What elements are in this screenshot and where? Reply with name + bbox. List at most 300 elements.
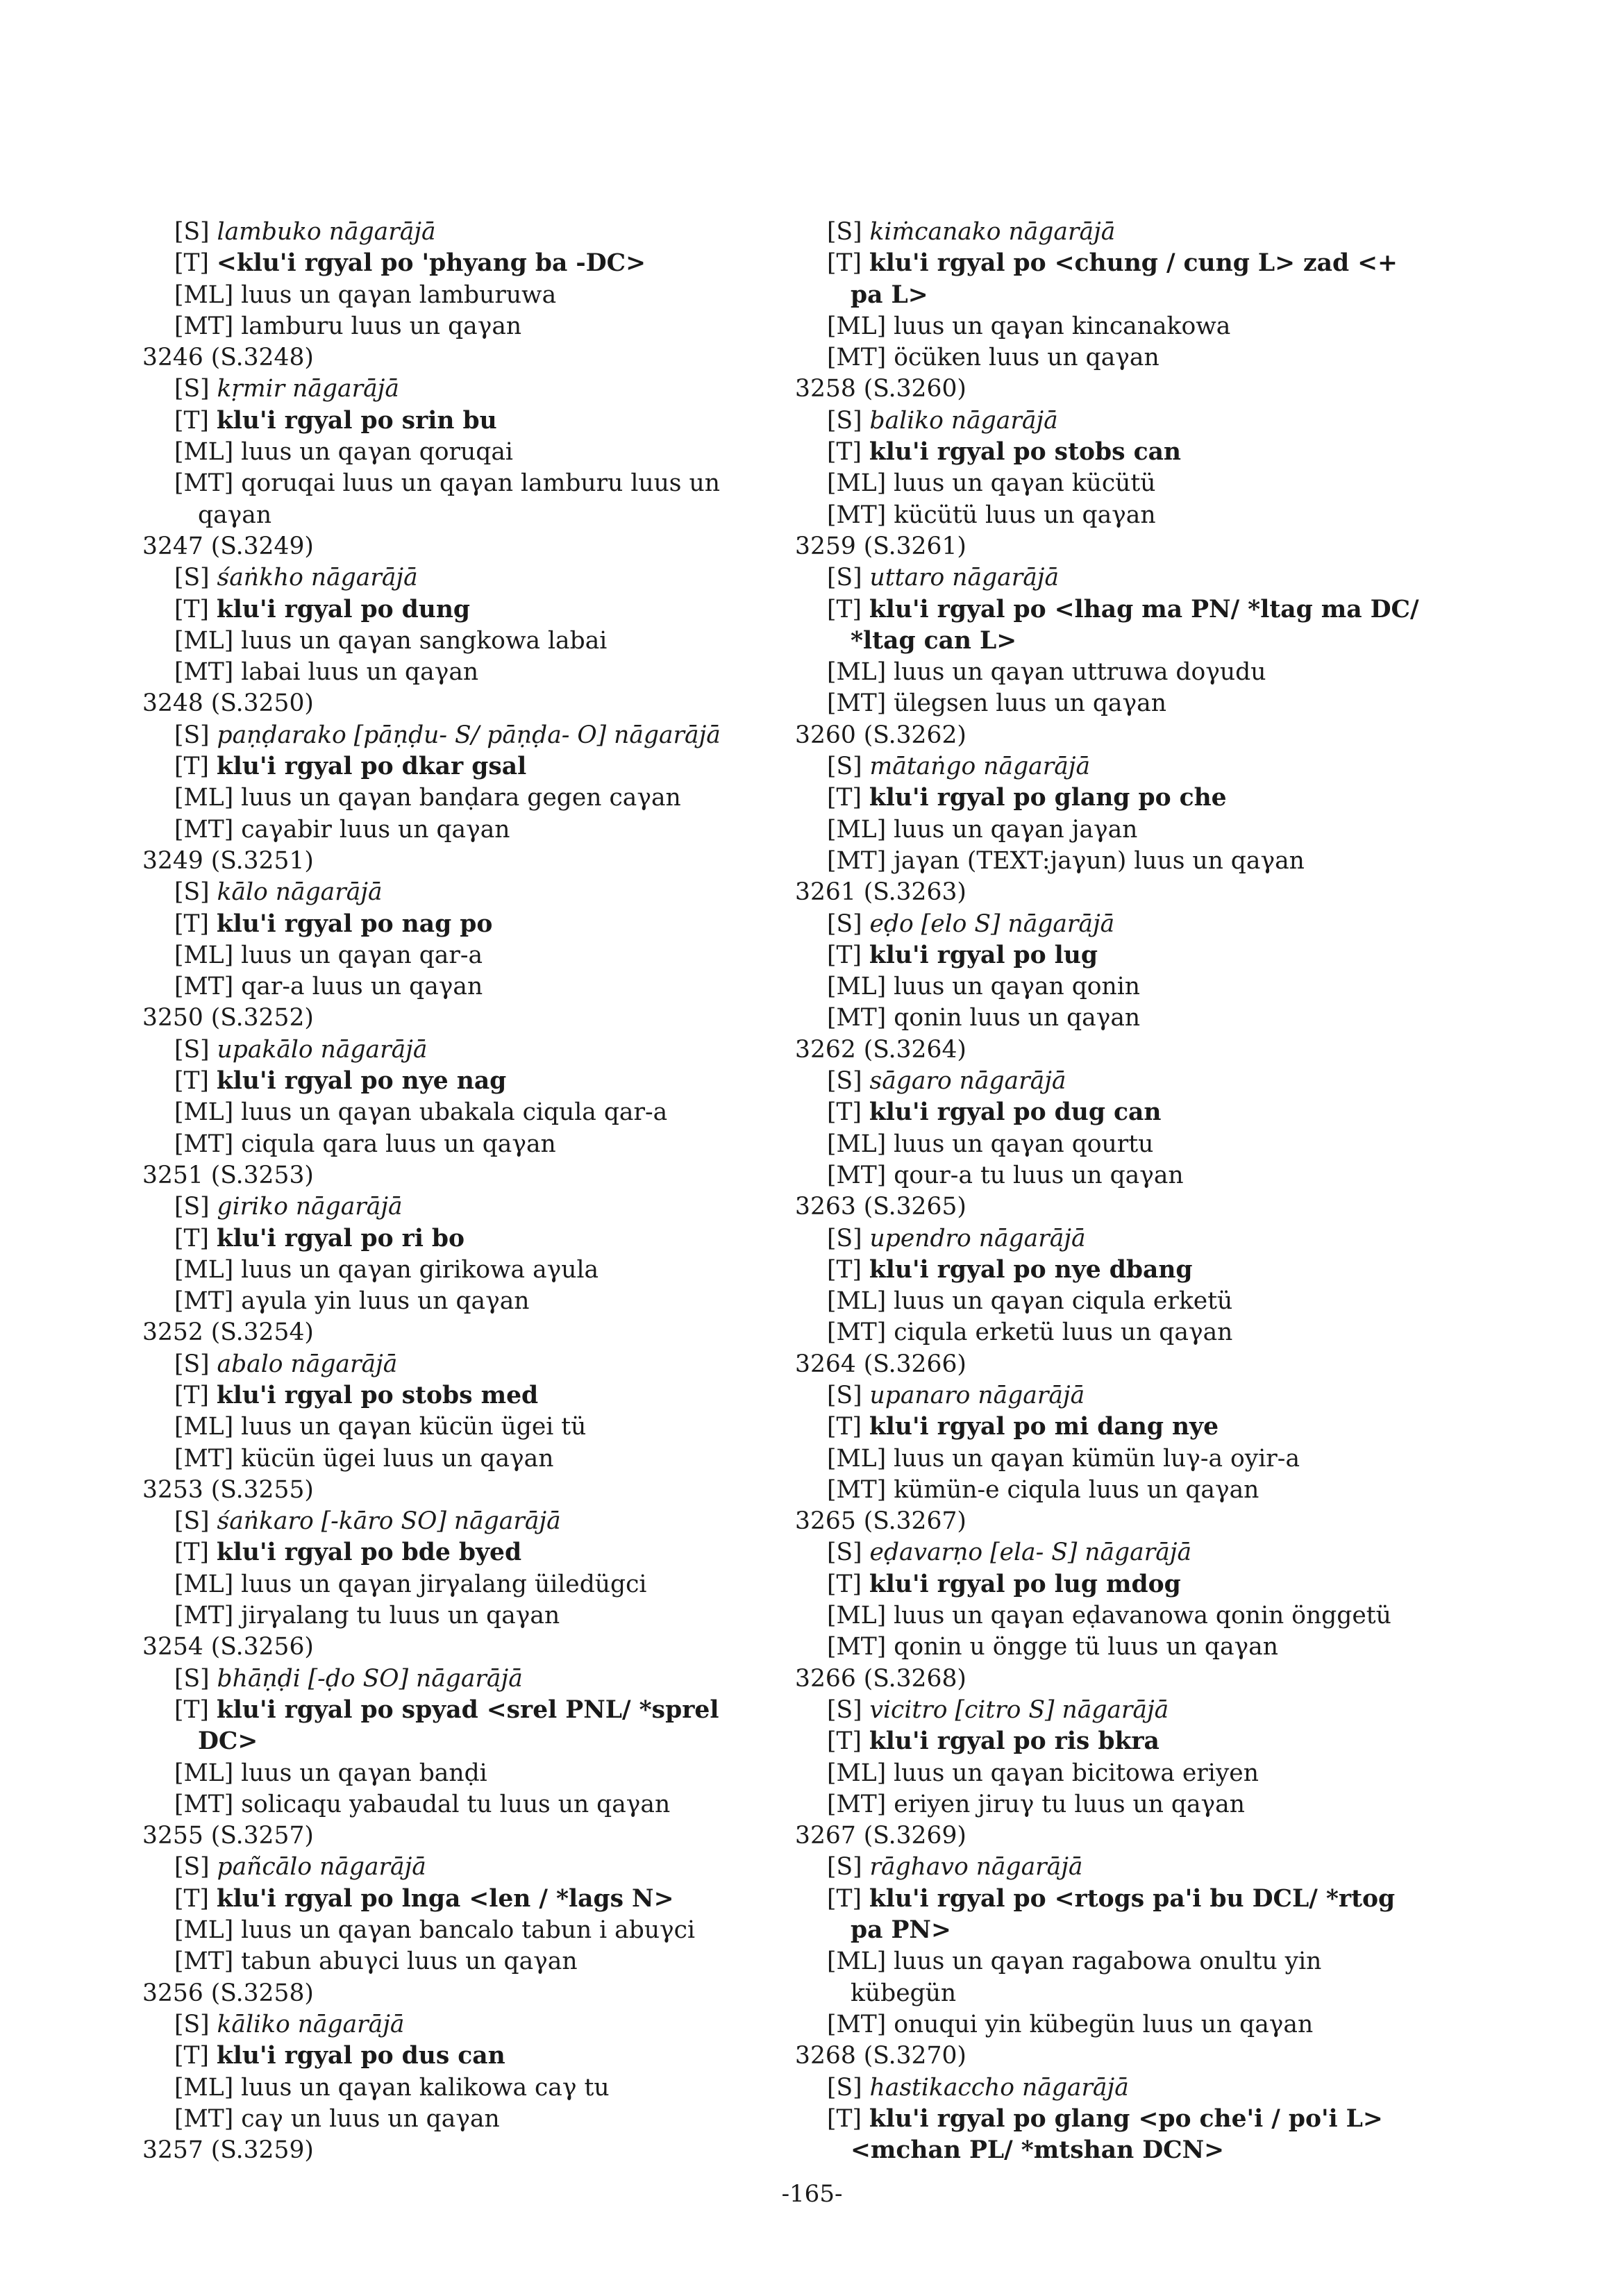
line-t bbox=[142, 594, 767, 626]
line-text: ciqula erketü luus un qaγan bbox=[894, 1318, 1233, 1347]
line-text: kṛmir nāgarājā bbox=[217, 375, 399, 403]
line-text: onuqui yin kübegün luus un qaγan bbox=[894, 2010, 1314, 2038]
language-tag: [MT] bbox=[174, 815, 234, 844]
line-t bbox=[795, 1726, 1420, 1757]
line-t bbox=[142, 909, 767, 940]
language-tag: [T] bbox=[174, 406, 209, 435]
language-tag: [T] bbox=[174, 1381, 209, 1409]
line-mt bbox=[795, 846, 1420, 877]
line-t bbox=[795, 2104, 1420, 2135]
line-text: caγabir luus un qaγan bbox=[241, 815, 510, 844]
language-tag: [T] bbox=[827, 1255, 862, 1284]
entry-number: 3263 (S.3265) bbox=[795, 1193, 966, 1221]
language-tag: [S] bbox=[174, 1350, 210, 1378]
line-t bbox=[795, 248, 1420, 279]
line-text: qonin luus un qaγan bbox=[894, 1004, 1141, 1032]
line-text: klu'i rgyal po dkar gsal bbox=[216, 753, 527, 781]
language-tag: [T] bbox=[827, 595, 862, 623]
language-tag: [MT] bbox=[174, 1947, 234, 1976]
entry-number: 3261 (S.3263) bbox=[795, 878, 966, 907]
line-ml bbox=[795, 468, 1420, 499]
entry-number: 3256 (S.3258) bbox=[142, 1979, 314, 2007]
line-t bbox=[795, 1569, 1420, 1600]
line-ml bbox=[795, 657, 1420, 688]
language-tag: [ML] bbox=[174, 1759, 234, 1787]
language-tag: [ML] bbox=[174, 1570, 234, 1598]
language-tag: [ML] bbox=[174, 1413, 234, 1441]
language-tag: [ML] bbox=[827, 815, 887, 844]
line-mt bbox=[142, 468, 767, 499]
line-mt bbox=[142, 311, 767, 342]
language-tag: [MT] bbox=[827, 1004, 887, 1032]
line-ml bbox=[795, 1946, 1420, 1977]
line-text: klu'i rgyal po ris bkra bbox=[869, 1727, 1160, 1756]
line-text: śaṅkaro [-kāro SO] nāgarājā bbox=[217, 1507, 561, 1536]
line-text: jirγalang tu luus un qaγan bbox=[241, 1602, 560, 1630]
line-text: luus un qaγan lamburuwa bbox=[241, 280, 557, 309]
line-text: labai luus un qaγan bbox=[241, 658, 479, 687]
entry-number: 3265 (S.3267) bbox=[795, 1507, 966, 1536]
line-text: klu'i rgyal po spyad <srel PNL/ *sprel bbox=[216, 1695, 719, 1724]
line-text: klu'i rgyal po dus can bbox=[216, 2042, 505, 2070]
language-tag: [T] bbox=[827, 784, 862, 812]
entry-number: 3268 (S.3270) bbox=[795, 2042, 966, 2070]
language-tag: [T] bbox=[174, 595, 209, 623]
line-text: klu'i rgyal po lnga <len / *lags N> bbox=[216, 1884, 674, 1913]
line-s bbox=[142, 374, 767, 405]
line-s bbox=[142, 720, 767, 751]
line-mt bbox=[795, 1789, 1420, 1820]
language-tag: [MT] bbox=[827, 2010, 887, 2038]
line-text: klu'i rgyal po <chung / cung L> zad <+ bbox=[869, 249, 1398, 278]
language-tag: [ML] bbox=[827, 1602, 887, 1630]
language-tag: [ML] bbox=[827, 1759, 887, 1787]
language-tag: [MT] bbox=[174, 1602, 234, 1630]
line-text: eriyen jiruγ tu luus un qaγan bbox=[894, 1790, 1245, 1818]
line-text: paṇḍarako [pāṇḍu- S/ pāṇḍa- O] nāgarājā bbox=[217, 721, 721, 749]
line-text: kücün ügei luus un qaγan bbox=[241, 1444, 554, 1473]
line-text: luus un qaγan kincanakowa bbox=[894, 312, 1231, 340]
line-text: luus un qaγan kalikowa caγ tu bbox=[241, 2073, 610, 2102]
line-text: kümün-e ciqula luus un qaγan bbox=[894, 1475, 1259, 1504]
line-text: śaṅkho nāgarājā bbox=[217, 564, 418, 592]
entry-number: 3266 (S.3268) bbox=[795, 1664, 966, 1693]
language-tag: [MT] bbox=[827, 1161, 887, 1189]
continuation-line: pa PN> bbox=[851, 1916, 951, 1945]
language-tag: [ML] bbox=[174, 626, 234, 655]
language-tag: [ML] bbox=[174, 1916, 234, 1945]
language-tag: [ML] bbox=[827, 1444, 887, 1473]
line-s bbox=[795, 1380, 1420, 1411]
line-s bbox=[795, 2072, 1420, 2104]
language-tag: [T] bbox=[827, 941, 862, 969]
line-text: luus un qaγan banḍi bbox=[241, 1759, 487, 1787]
line-text: baliko nāgarājā bbox=[869, 406, 1058, 435]
line-text: luus un qaγan jirγalang üiledügci bbox=[241, 1570, 647, 1598]
line-text: upanaro nāgarājā bbox=[869, 1381, 1085, 1409]
continuation-line: pa L> bbox=[851, 280, 928, 309]
line-s bbox=[795, 405, 1420, 437]
line-t bbox=[142, 2041, 767, 2072]
line-ml bbox=[795, 971, 1420, 1003]
line-t bbox=[142, 1695, 767, 1726]
line-s bbox=[795, 1695, 1420, 1726]
continuation-line: kübegün bbox=[851, 1979, 957, 2007]
language-tag: [MT] bbox=[827, 1633, 887, 1661]
line-text: klu'i rgyal po ri bo bbox=[216, 1224, 465, 1252]
language-tag: [T] bbox=[174, 249, 209, 278]
line-text: klu'i rgyal po nag po bbox=[216, 910, 493, 938]
line-text: klu'i rgyal po <lhag ma PN/ *ltag ma DC/ bbox=[869, 595, 1419, 623]
line-text: luus un qaγan jaγan bbox=[894, 815, 1138, 844]
line-text: sāgaro nāgarājā bbox=[869, 1067, 1066, 1096]
language-tag: [S] bbox=[174, 218, 210, 246]
line-ml bbox=[142, 1411, 767, 1443]
entry-number: 3251 (S.3253) bbox=[142, 1161, 314, 1189]
line-t bbox=[142, 1066, 767, 1097]
line-text: vicitro [citro S] nāgarājā bbox=[869, 1695, 1169, 1724]
line-text: upakālo nāgarājā bbox=[217, 1035, 428, 1064]
line-t bbox=[795, 1097, 1420, 1128]
line-mt bbox=[142, 1600, 767, 1632]
line-s bbox=[142, 562, 767, 594]
line-text: luus un qaγan girikowa aγula bbox=[241, 1255, 599, 1284]
line-ml bbox=[142, 1758, 767, 1789]
line-mt bbox=[795, 688, 1420, 719]
line-text: ciqula qara luus un qaγan bbox=[241, 1130, 556, 1158]
language-tag: [T] bbox=[174, 1695, 209, 1724]
language-tag: [MT] bbox=[174, 1790, 234, 1818]
language-tag: [S] bbox=[827, 564, 862, 592]
line-text: luus un qaγan qar-a bbox=[241, 941, 483, 969]
page-number: -165- bbox=[781, 2180, 843, 2208]
line-text: luus un qaγan kümün luγ-a oyir-a bbox=[894, 1444, 1300, 1473]
line-s bbox=[142, 1506, 767, 1537]
line-text: bhāṇḍi [-ḍo SO] nāgarājā bbox=[217, 1664, 523, 1693]
continuation-line: *ltag can L> bbox=[851, 626, 1017, 655]
entry-number: 3253 (S.3255) bbox=[142, 1475, 314, 1504]
line-t bbox=[795, 1255, 1420, 1286]
language-tag: [ML] bbox=[174, 1255, 234, 1284]
line-text: klu'i rgyal po dug can bbox=[869, 1098, 1162, 1127]
language-tag: [S] bbox=[827, 1695, 862, 1724]
line-text: klu'i rgyal po lug mdog bbox=[869, 1570, 1181, 1598]
line-text: klu'i rgyal po <rtogs pa'i bu DCL/ *rtog bbox=[869, 1884, 1396, 1913]
line-ml bbox=[795, 1600, 1420, 1632]
line-text: luus un qaγan ragabowa onultu yin bbox=[894, 1947, 1322, 1976]
entry-number: 3257 (S.3259) bbox=[142, 2136, 314, 2165]
language-tag: [T] bbox=[827, 1570, 862, 1598]
language-tag: [S] bbox=[174, 2010, 210, 2038]
language-tag: [ML] bbox=[174, 438, 234, 467]
line-mt bbox=[795, 1003, 1420, 1034]
line-mt bbox=[142, 971, 767, 1003]
line-text: klu'i rgyal po nye dbang bbox=[869, 1255, 1193, 1284]
line-text: qour-a tu luus un qaγan bbox=[894, 1161, 1184, 1189]
language-tag: [S] bbox=[827, 910, 862, 938]
line-t bbox=[795, 1411, 1420, 1443]
line-ml bbox=[795, 814, 1420, 846]
language-tag: [ML] bbox=[827, 973, 887, 1001]
line-text: tabun abuγci luus un qaγan bbox=[241, 1947, 578, 1976]
language-tag: [S] bbox=[174, 1853, 210, 1882]
line-ml bbox=[142, 940, 767, 971]
line-t bbox=[142, 248, 767, 279]
entry-number: 3254 (S.3256) bbox=[142, 1633, 314, 1661]
language-tag: [S] bbox=[174, 375, 210, 403]
line-text: klu'i rgyal po glang <po che'i / po'i L> bbox=[869, 2104, 1383, 2133]
line-text: klu'i rgyal po stobs med bbox=[216, 1381, 539, 1409]
line-ml bbox=[142, 782, 767, 814]
line-text: kālo nāgarājā bbox=[217, 878, 383, 907]
line-ml bbox=[795, 311, 1420, 342]
line-ml bbox=[142, 437, 767, 468]
line-mt bbox=[795, 1475, 1420, 1506]
continuation-line: qaγan bbox=[198, 501, 272, 529]
entry-number: 3246 (S.3248) bbox=[142, 344, 314, 372]
line-text: qonin u öngge tü luus un qaγan bbox=[894, 1633, 1278, 1661]
line-ml bbox=[795, 1286, 1420, 1317]
line-mt bbox=[795, 1317, 1420, 1348]
language-tag: [T] bbox=[827, 2104, 862, 2133]
line-s bbox=[795, 1066, 1420, 1097]
right-column bbox=[795, 217, 1420, 2166]
line-t bbox=[795, 1884, 1420, 1915]
language-tag: [ML] bbox=[827, 1947, 887, 1976]
left-column bbox=[142, 217, 767, 2166]
line-t bbox=[142, 1537, 767, 1568]
language-tag: [S] bbox=[174, 878, 210, 907]
line-s bbox=[142, 1034, 767, 1066]
language-tag: [S] bbox=[827, 1067, 862, 1096]
line-text: pañcālo nāgarājā bbox=[217, 1853, 426, 1882]
language-tag: [S] bbox=[827, 1853, 862, 1882]
language-tag: [T] bbox=[174, 1539, 209, 1567]
line-s bbox=[795, 1537, 1420, 1568]
line-mt bbox=[142, 1286, 767, 1317]
line-text: mātaṅgo nāgarājā bbox=[869, 753, 1091, 781]
line-mt bbox=[142, 1129, 767, 1160]
line-ml bbox=[142, 1255, 767, 1286]
line-s bbox=[795, 1852, 1420, 1883]
language-tag: [MT] bbox=[174, 2104, 234, 2133]
line-text: klu'i rgyal po mi dang nye bbox=[869, 1413, 1219, 1441]
line-t bbox=[142, 1884, 767, 1915]
language-tag: [T] bbox=[174, 910, 209, 938]
line-text: luus un qaγan uttruwa doγudu bbox=[894, 658, 1266, 687]
language-tag: [MT] bbox=[174, 658, 234, 687]
line-s bbox=[795, 217, 1420, 248]
language-tag: [T] bbox=[827, 1413, 862, 1441]
line-ml bbox=[795, 1129, 1420, 1160]
line-text: klu'i rgyal po bde byed bbox=[216, 1539, 522, 1567]
language-tag: [T] bbox=[827, 438, 862, 467]
language-tag: [S] bbox=[827, 218, 862, 246]
language-tag: [S] bbox=[174, 1664, 210, 1693]
line-text: klu'i rgyal po stobs can bbox=[869, 438, 1182, 467]
line-t bbox=[142, 405, 767, 437]
entry-number: 3264 (S.3266) bbox=[795, 1350, 966, 1378]
language-tag: [MT] bbox=[827, 689, 887, 718]
line-text: lamburu luus un qaγan bbox=[241, 312, 522, 340]
line-mt bbox=[795, 2009, 1420, 2041]
line-mt bbox=[142, 657, 767, 688]
line-text: kiṁcanako nāgarājā bbox=[869, 218, 1116, 246]
line-text: öcüken luus un qaγan bbox=[894, 344, 1160, 372]
line-text: luus un qaγan banḍara gegen caγan bbox=[241, 784, 681, 812]
line-mt bbox=[795, 342, 1420, 374]
language-tag: [ML] bbox=[827, 312, 887, 340]
line-t bbox=[795, 782, 1420, 814]
language-tag: [ML] bbox=[827, 658, 887, 687]
line-text: luus un qaγan qoruqai bbox=[241, 438, 513, 467]
language-tag: [MT] bbox=[827, 501, 887, 529]
language-tag: [ML] bbox=[174, 941, 234, 969]
language-tag: [ML] bbox=[827, 1130, 887, 1158]
line-t bbox=[795, 594, 1420, 626]
entry-number: 3262 (S.3264) bbox=[795, 1035, 966, 1064]
language-tag: [ML] bbox=[827, 1287, 887, 1316]
line-ml bbox=[795, 1758, 1420, 1789]
line-mt bbox=[795, 500, 1420, 531]
language-tag: [MT] bbox=[174, 312, 234, 340]
language-tag: [MT] bbox=[827, 1790, 887, 1818]
language-tag: [MT] bbox=[827, 1318, 887, 1347]
line-s bbox=[142, 2009, 767, 2041]
language-tag: [T] bbox=[174, 1884, 209, 1913]
language-tag: [MT] bbox=[174, 973, 234, 1001]
language-tag: [T] bbox=[174, 1067, 209, 1096]
line-mt bbox=[142, 2104, 767, 2135]
continuation-line: DC> bbox=[198, 1727, 258, 1756]
entry-number: 3249 (S.3251) bbox=[142, 846, 314, 875]
line-s bbox=[142, 217, 767, 248]
line-text: eḍavarṇo [ela- S] nāgarājā bbox=[869, 1539, 1192, 1567]
entry-number: 3247 (S.3249) bbox=[142, 532, 314, 560]
line-ml bbox=[795, 1443, 1420, 1475]
line-text: luus un qaγan ubakala ciqula qar-a bbox=[241, 1098, 668, 1127]
entry-number: 3252 (S.3254) bbox=[142, 1318, 314, 1347]
continuation-line: <mchan PL/ *mtshan DCN> bbox=[851, 2136, 1225, 2165]
line-ml bbox=[142, 1915, 767, 1946]
line-text: jaγan (TEXT:jaγun) luus un qaγan bbox=[894, 846, 1305, 875]
language-tag: [MT] bbox=[827, 1475, 887, 1504]
line-mt bbox=[142, 1789, 767, 1820]
line-text: kücütü luus un qaγan bbox=[894, 501, 1156, 529]
language-tag: [S] bbox=[827, 406, 862, 435]
line-text: luus un qaγan ciqula erketü bbox=[894, 1287, 1233, 1316]
line-text: luus un qaγan kücütü bbox=[894, 469, 1156, 498]
line-t bbox=[795, 940, 1420, 971]
language-tag: [S] bbox=[827, 2073, 862, 2102]
line-mt bbox=[142, 1946, 767, 1977]
language-tag: [S] bbox=[174, 1193, 210, 1221]
line-text: klu'i rgyal po nye nag bbox=[216, 1067, 507, 1096]
language-tag: [MT] bbox=[827, 846, 887, 875]
line-s bbox=[795, 1223, 1420, 1255]
language-tag: [S] bbox=[174, 1507, 210, 1536]
line-text: klu'i rgyal po lug bbox=[869, 941, 1098, 969]
line-text: qoruqai luus un qaγan lamburu luus un bbox=[241, 469, 720, 498]
language-tag: [S] bbox=[174, 564, 210, 592]
line-s bbox=[795, 909, 1420, 940]
line-s bbox=[795, 751, 1420, 782]
language-tag: [T] bbox=[827, 1098, 862, 1127]
language-tag: [S] bbox=[174, 721, 210, 749]
line-mt bbox=[142, 1443, 767, 1475]
line-mt bbox=[142, 814, 767, 846]
language-tag: [MT] bbox=[174, 1130, 234, 1158]
line-s bbox=[142, 877, 767, 908]
language-tag: [S] bbox=[827, 753, 862, 781]
line-text: luus un qaγan sangkowa labai bbox=[241, 626, 608, 655]
line-text: lambuko nāgarājā bbox=[217, 218, 436, 246]
line-s bbox=[142, 1191, 767, 1223]
line-text: abalo nāgarājā bbox=[217, 1350, 398, 1378]
language-tag: [T] bbox=[174, 753, 209, 781]
line-text: luus un qaγan qonin bbox=[894, 973, 1141, 1001]
line-text: aγula yin luus un qaγan bbox=[241, 1287, 530, 1316]
line-text: <klu'i rgyal po 'phyang ba -DC> bbox=[216, 249, 646, 278]
line-text: klu'i rgyal po glang po che bbox=[869, 784, 1227, 812]
line-text: eḍo [elo S] nāgarājā bbox=[869, 910, 1115, 938]
language-tag: [ML] bbox=[174, 1098, 234, 1127]
language-tag: [T] bbox=[827, 249, 862, 278]
line-text: rāghavo nāgarājā bbox=[869, 1853, 1083, 1882]
language-tag: [ML] bbox=[174, 280, 234, 309]
language-tag: [ML] bbox=[174, 784, 234, 812]
line-text: luus un qaγan qourtu bbox=[894, 1130, 1154, 1158]
line-text: luus un qaγan kücün ügei tü bbox=[241, 1413, 587, 1441]
entry-number: 3255 (S.3257) bbox=[142, 1822, 314, 1850]
line-mt bbox=[795, 1160, 1420, 1191]
language-tag: [ML] bbox=[827, 469, 887, 498]
line-text: luus un qaγan bancalo tabun i abuγci bbox=[241, 1916, 696, 1945]
language-tag: [S] bbox=[827, 1224, 862, 1252]
entry-number: 3259 (S.3261) bbox=[795, 532, 966, 560]
line-text: solicaqu yabaudal tu luus un qaγan bbox=[241, 1790, 671, 1818]
language-tag: [MT] bbox=[174, 1444, 234, 1473]
line-text: luus un qaγan eḍavanowa qonin önggetü bbox=[894, 1602, 1391, 1630]
line-t bbox=[795, 437, 1420, 468]
entry-number: 3260 (S.3262) bbox=[795, 721, 966, 749]
line-text: upendro nāgarājā bbox=[869, 1224, 1086, 1252]
language-tag: [T] bbox=[827, 1727, 862, 1756]
line-s bbox=[142, 1852, 767, 1883]
line-text: kāliko nāgarājā bbox=[217, 2010, 405, 2038]
line-t bbox=[142, 751, 767, 782]
line-ml bbox=[142, 2072, 767, 2104]
language-tag: [S] bbox=[827, 1381, 862, 1409]
line-t bbox=[142, 1223, 767, 1255]
line-text: klu'i rgyal po srin bu bbox=[216, 406, 497, 435]
line-ml bbox=[142, 626, 767, 657]
line-mt bbox=[795, 1632, 1420, 1663]
language-tag: [S] bbox=[174, 1035, 210, 1064]
line-text: qar-a luus un qaγan bbox=[241, 973, 483, 1001]
entry-number: 3248 (S.3250) bbox=[142, 689, 314, 718]
language-tag: [MT] bbox=[174, 1287, 234, 1316]
line-ml bbox=[142, 1569, 767, 1600]
entry-number: 3250 (S.3252) bbox=[142, 1004, 314, 1032]
line-text: caγ un luus un qaγan bbox=[241, 2104, 500, 2133]
line-text: hastikaccho nāgarājā bbox=[869, 2073, 1129, 2102]
language-tag: [T] bbox=[174, 2042, 209, 2070]
line-s bbox=[795, 562, 1420, 594]
line-ml bbox=[142, 280, 767, 311]
line-text: ülegsen luus un qaγan bbox=[894, 689, 1166, 718]
language-tag: [T] bbox=[827, 1884, 862, 1913]
